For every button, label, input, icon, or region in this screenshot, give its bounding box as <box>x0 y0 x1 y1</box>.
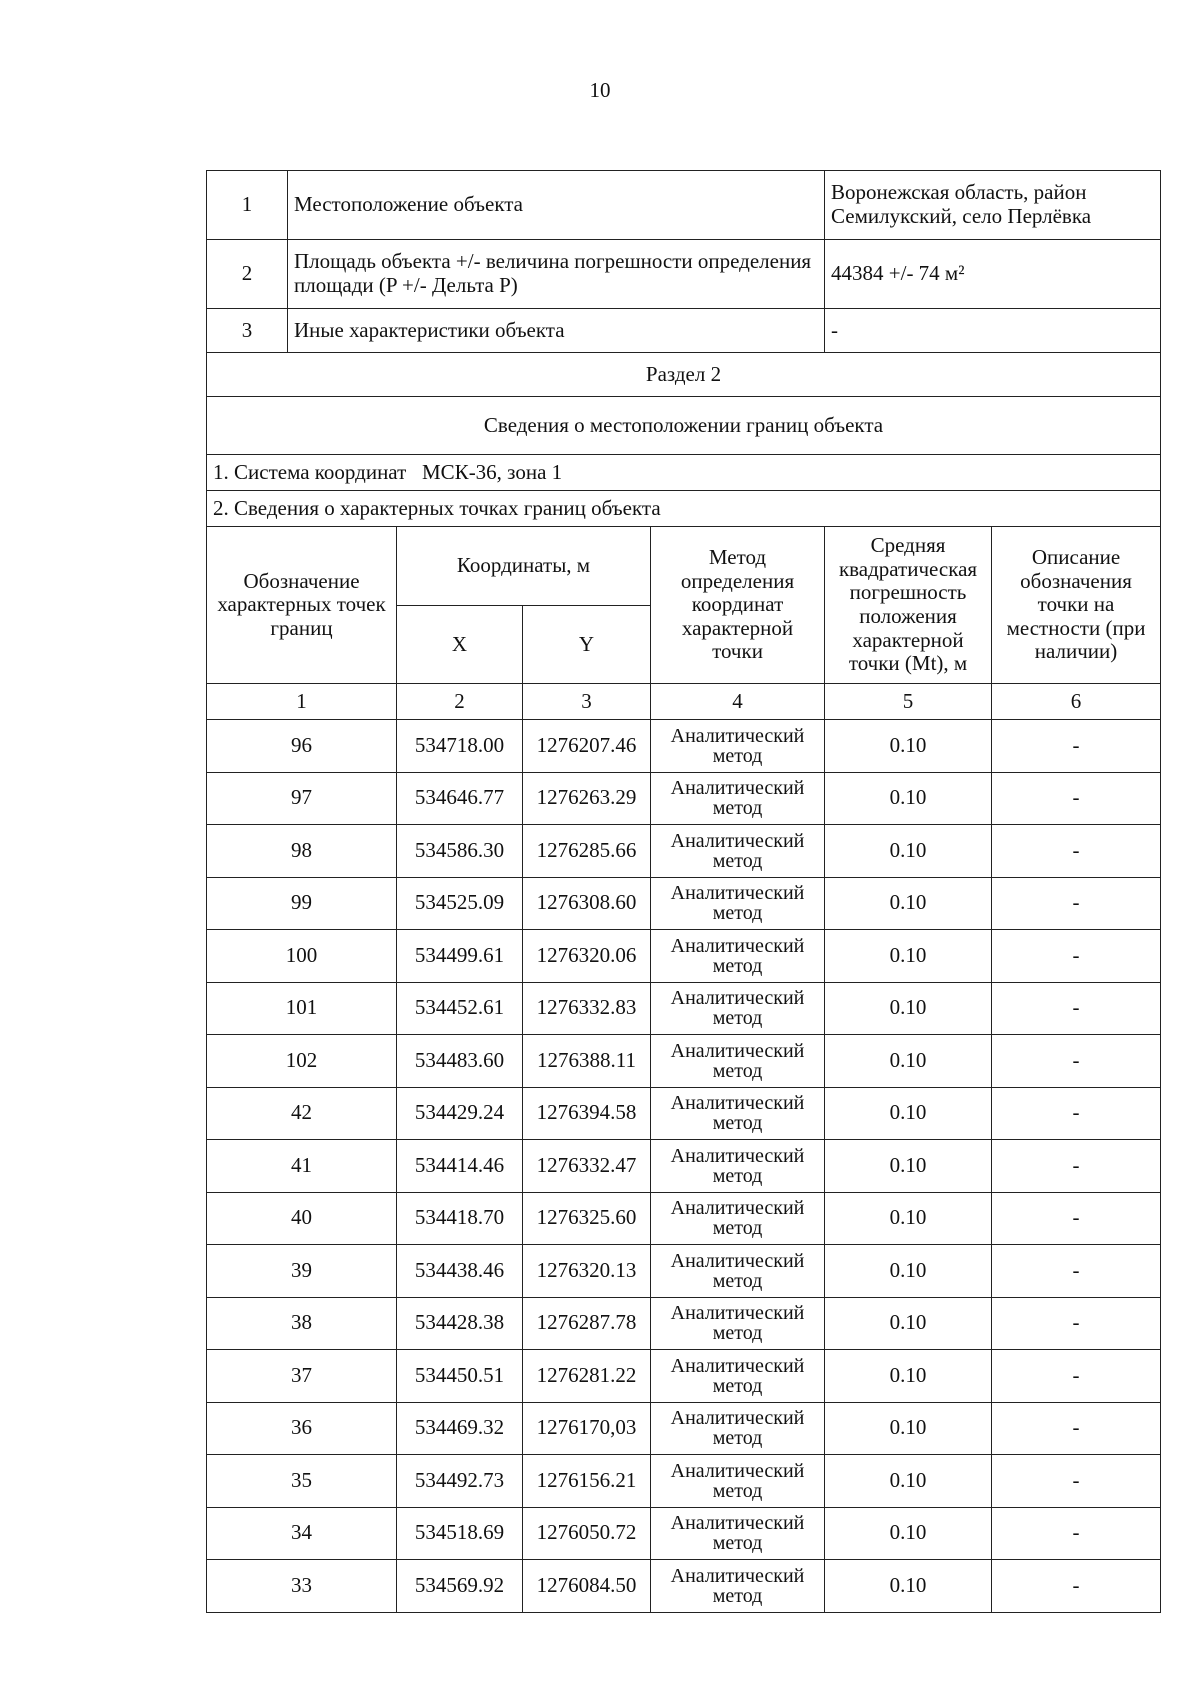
point-description: - <box>992 825 1161 878</box>
point-y: 1276285.66 <box>523 825 651 878</box>
table-row <box>207 1455 1161 1508</box>
info-row-number: 2 <box>207 240 288 309</box>
header-designation: Обозначение характерных точек границ <box>207 527 397 684</box>
point-description: - <box>992 1560 1161 1613</box>
point-x: 534429.24 <box>397 1087 523 1140</box>
point-y: 1276332.83 <box>523 982 651 1035</box>
point-id: 33 <box>207 1560 397 1613</box>
point-description: - <box>992 1402 1161 1455</box>
point-method: Аналитический метод <box>651 772 825 825</box>
point-description: - <box>992 930 1161 983</box>
table-row <box>207 1035 1161 1088</box>
info-row-label: Площадь объекта +/- величина погрешности определения площади (P +/- Дельта P) <box>288 240 825 309</box>
point-mt: 0.10 <box>825 1087 992 1140</box>
point-id: 38 <box>207 1297 397 1350</box>
point-x: 534718.00 <box>397 720 523 773</box>
point-mt: 0.10 <box>825 720 992 773</box>
point-mt: 0.10 <box>825 1507 992 1560</box>
table-row <box>207 1140 1161 1193</box>
point-description: - <box>992 772 1161 825</box>
header-description: Описание обозначения точки на местности (при наличии) <box>992 527 1161 684</box>
point-method: Аналитический метод <box>651 930 825 983</box>
point-x: 534518.69 <box>397 1507 523 1560</box>
point-x: 534525.09 <box>397 877 523 930</box>
point-x: 534414.46 <box>397 1140 523 1193</box>
point-method: Аналитический метод <box>651 1035 825 1088</box>
point-y: 1276263.29 <box>523 772 651 825</box>
column-number: 1 <box>207 684 397 720</box>
point-id: 36 <box>207 1402 397 1455</box>
point-method: Аналитический метод <box>651 1350 825 1403</box>
point-mt: 0.10 <box>825 1455 992 1508</box>
point-method: Аналитический метод <box>651 877 825 930</box>
point-mt: 0.10 <box>825 877 992 930</box>
info-row-area <box>207 240 1161 309</box>
point-method: Аналитический метод <box>651 1402 825 1455</box>
point-mt: 0.10 <box>825 1297 992 1350</box>
info-row-location <box>207 171 1161 240</box>
table-row <box>207 1245 1161 1298</box>
info-row-label: Местоположение объекта <box>288 171 825 240</box>
table-row <box>207 1560 1161 1613</box>
point-id: 96 <box>207 720 397 773</box>
info-row-value: - <box>825 309 1161 353</box>
point-y: 1276394.58 <box>523 1087 651 1140</box>
info-row-number: 1 <box>207 171 288 240</box>
table-row <box>207 1507 1161 1560</box>
point-mt: 0.10 <box>825 930 992 983</box>
point-y: 1276388.11 <box>523 1035 651 1088</box>
point-mt: 0.10 <box>825 982 992 1035</box>
point-description: - <box>992 1245 1161 1298</box>
header-method: Метод определения координат характерной точки <box>651 527 825 684</box>
point-mt: 0.10 <box>825 1245 992 1298</box>
point-x: 534438.46 <box>397 1245 523 1298</box>
column-number: 5 <box>825 684 992 720</box>
point-id: 102 <box>207 1035 397 1088</box>
point-mt: 0.10 <box>825 772 992 825</box>
page-number: 10 <box>589 78 611 102</box>
point-description: - <box>992 1507 1161 1560</box>
point-description: - <box>992 1087 1161 1140</box>
point-x: 534646.77 <box>397 772 523 825</box>
point-method: Аналитический метод <box>651 1245 825 1298</box>
info-row-value: Воронежская область, район Семилукский, село Перлёвка <box>825 171 1161 240</box>
table-row <box>207 982 1161 1035</box>
point-id: 97 <box>207 772 397 825</box>
point-id: 99 <box>207 877 397 930</box>
point-mt: 0.10 <box>825 1560 992 1613</box>
point-mt: 0.10 <box>825 825 992 878</box>
point-method: Аналитический метод <box>651 1087 825 1140</box>
point-y: 1276308.60 <box>523 877 651 930</box>
point-x: 534450.51 <box>397 1350 523 1403</box>
point-id: 39 <box>207 1245 397 1298</box>
point-mt: 0.10 <box>825 1140 992 1193</box>
point-mt: 0.10 <box>825 1350 992 1403</box>
point-y: 1276084.50 <box>523 1560 651 1613</box>
table-row <box>207 1297 1161 1350</box>
point-x: 534428.38 <box>397 1297 523 1350</box>
point-description: - <box>992 1192 1161 1245</box>
point-id: 35 <box>207 1455 397 1508</box>
point-method: Аналитический метод <box>651 825 825 878</box>
table-row <box>207 1087 1161 1140</box>
table-row <box>207 825 1161 878</box>
column-number: 2 <box>397 684 523 720</box>
point-method: Аналитический метод <box>651 1140 825 1193</box>
point-description: - <box>992 1350 1161 1403</box>
point-y: 1276287.78 <box>523 1297 651 1350</box>
point-method: Аналитический метод <box>651 982 825 1035</box>
point-method: Аналитический метод <box>651 1560 825 1613</box>
point-mt: 0.10 <box>825 1402 992 1455</box>
section-subtitle: Сведения о местоположении границ объекта <box>207 397 1161 455</box>
points-caption: 2. Сведения о характерных точках границ объекта <box>207 491 1161 527</box>
header-y: Y <box>523 606 651 684</box>
point-x: 534569.92 <box>397 1560 523 1613</box>
point-x: 534483.60 <box>397 1035 523 1088</box>
point-id: 100 <box>207 930 397 983</box>
point-id: 101 <box>207 982 397 1035</box>
point-x: 534418.70 <box>397 1192 523 1245</box>
point-mt: 0.10 <box>825 1192 992 1245</box>
point-description: - <box>992 1140 1161 1193</box>
point-description: - <box>992 982 1161 1035</box>
section-title: Раздел 2 <box>207 353 1161 397</box>
point-x: 534586.30 <box>397 825 523 878</box>
point-id: 41 <box>207 1140 397 1193</box>
point-id: 40 <box>207 1192 397 1245</box>
point-id: 42 <box>207 1087 397 1140</box>
column-number-row <box>207 684 1161 720</box>
point-description: - <box>992 720 1161 773</box>
point-description: - <box>992 877 1161 930</box>
point-x: 534469.32 <box>397 1402 523 1455</box>
point-y: 1276332.47 <box>523 1140 651 1193</box>
table-row <box>207 1192 1161 1245</box>
info-row-label: Иные характеристики объекта <box>288 309 825 353</box>
point-y: 1276156.21 <box>523 1455 651 1508</box>
point-method: Аналитический метод <box>651 1507 825 1560</box>
point-y: 1276320.13 <box>523 1245 651 1298</box>
point-x: 534499.61 <box>397 930 523 983</box>
point-description: - <box>992 1297 1161 1350</box>
point-y: 1276281.22 <box>523 1350 651 1403</box>
column-number: 6 <box>992 684 1161 720</box>
boundary-table <box>206 170 1161 1613</box>
point-method: Аналитический метод <box>651 1192 825 1245</box>
table-row <box>207 1402 1161 1455</box>
point-id: 37 <box>207 1350 397 1403</box>
point-mt: 0.10 <box>825 1035 992 1088</box>
point-method: Аналитический метод <box>651 1297 825 1350</box>
info-row-number: 3 <box>207 309 288 353</box>
header-x: X <box>397 606 523 684</box>
coordinate-system: 1. Система координат МСК-36, зона 1 <box>207 455 1161 491</box>
point-x: 534492.73 <box>397 1455 523 1508</box>
header-coordinates: Координаты, м <box>397 527 651 606</box>
point-y: 1276320.06 <box>523 930 651 983</box>
table-row <box>207 1350 1161 1403</box>
point-description: - <box>992 1035 1161 1088</box>
point-method: Аналитический метод <box>651 1455 825 1508</box>
column-number: 4 <box>651 684 825 720</box>
point-x: 534452.61 <box>397 982 523 1035</box>
point-y: 1276050.72 <box>523 1507 651 1560</box>
header-error: Средняя квадратическая погрешность положения характерной точки (Mt), м <box>825 527 992 684</box>
table-row <box>207 720 1161 773</box>
point-description: - <box>992 1455 1161 1508</box>
point-method: Аналитический метод <box>651 720 825 773</box>
point-id: 34 <box>207 1507 397 1560</box>
point-y: 1276170,03 <box>523 1402 651 1455</box>
point-id: 98 <box>207 825 397 878</box>
column-number: 3 <box>523 684 651 720</box>
table-row <box>207 930 1161 983</box>
info-row-other <box>207 309 1161 353</box>
point-y: 1276207.46 <box>523 720 651 773</box>
info-row-value: 44384 +/- 74 м² <box>825 240 1161 309</box>
table-row <box>207 772 1161 825</box>
header-row <box>207 527 1161 606</box>
point-y: 1276325.60 <box>523 1192 651 1245</box>
table-row <box>207 877 1161 930</box>
